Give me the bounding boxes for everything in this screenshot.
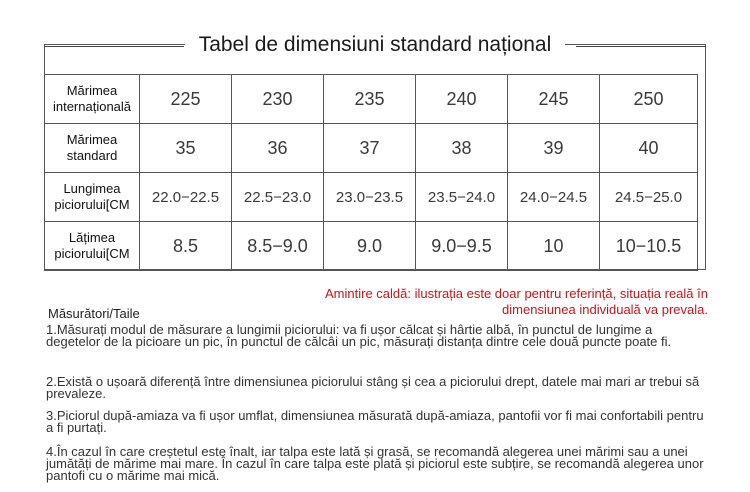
table-cell: 10 [508, 222, 600, 271]
measurements-title: Măsurători/Taile [48, 306, 140, 321]
table-cell: 8.5−9.0 [232, 222, 324, 271]
table-cell: 10−10.5 [600, 222, 698, 271]
table-cell: 22.5−23.0 [232, 173, 324, 222]
table-cell: 9.0 [324, 222, 416, 271]
table-cell: 230 [232, 75, 324, 124]
table-cell: 240 [416, 75, 508, 124]
table-row-international-size [45, 75, 698, 124]
measurement-step-2: 2.Există o ușoară diferență între dimensiunea piciorului stâng și cea a piciorului drept, datele mai mari ar trebui să prevaleze. [46, 374, 700, 401]
table-cell: 225 [140, 75, 232, 124]
measurement-step-1: 1.Măsurați modul de măsurare a lungimii piciorului: va fi ușor călcat și hârtie albă, în punctul de lungime a degetelor de la picioare un pic, în punctul de călcâi un pic, măsurați distanța dintre cele două puncte poate fi. [46, 322, 672, 349]
table-row-foot-length [45, 173, 698, 222]
title-rule-right [576, 46, 706, 47]
table-cell: 250 [600, 75, 698, 124]
reminder-note: Amintire caldă: ilustrația este doar pentru referință, situația reală în dimensiunea individuală va prevala. [325, 286, 708, 317]
table-cell: 37 [324, 124, 416, 173]
title-rule-left [44, 46, 184, 47]
row-label: Lungimea piciorului[CM [45, 173, 140, 222]
measurement-step-3: 3.Piciorul după-amiaza va fi ușor umflat, dimensiunea măsurată după-amiaza, pantofii vor fi mai confortabili pentru a fi purtați. [46, 408, 704, 435]
table-cell: 23.5−24.0 [416, 173, 508, 222]
row-label: Mărimea standard [45, 124, 140, 173]
row-label: Lățimea piciorului[CM [45, 222, 140, 271]
size-table [44, 74, 698, 271]
table-cell: 38 [416, 124, 508, 173]
table-cell: 9.0−9.5 [416, 222, 508, 271]
table-cell: 22.0−22.5 [140, 173, 232, 222]
table-cell: 235 [324, 75, 416, 124]
measurement-step-4: 4.În cazul în care creștetul este înalt, iar talpa este lată și grasă, se recomandă alegerea unei mărimi sau a unei jumătăți de mărime mai mare. În cazul în care talpa este plată și piciorul este subțire, se recomandă alegerea unor pantofi cu o mărime mai mică. [46, 444, 704, 483]
row-label: Mărimea internațională [45, 75, 140, 124]
table-cell: 23.0−23.5 [324, 173, 416, 222]
table-cell: 24.5−25.0 [600, 173, 698, 222]
page-title: Tabel de dimensiuni standard național [185, 33, 566, 57]
title-area [0, 28, 750, 62]
table-cell: 40 [600, 124, 698, 173]
table-cell: 245 [508, 75, 600, 124]
table-row-foot-width [45, 222, 698, 271]
table-cell: 24.0−24.5 [508, 173, 600, 222]
table-cell: 36 [232, 124, 324, 173]
table-row-standard-size [45, 124, 698, 173]
table-cell: 39 [508, 124, 600, 173]
table-cell: 35 [140, 124, 232, 173]
table-cell: 8.5 [140, 222, 232, 271]
